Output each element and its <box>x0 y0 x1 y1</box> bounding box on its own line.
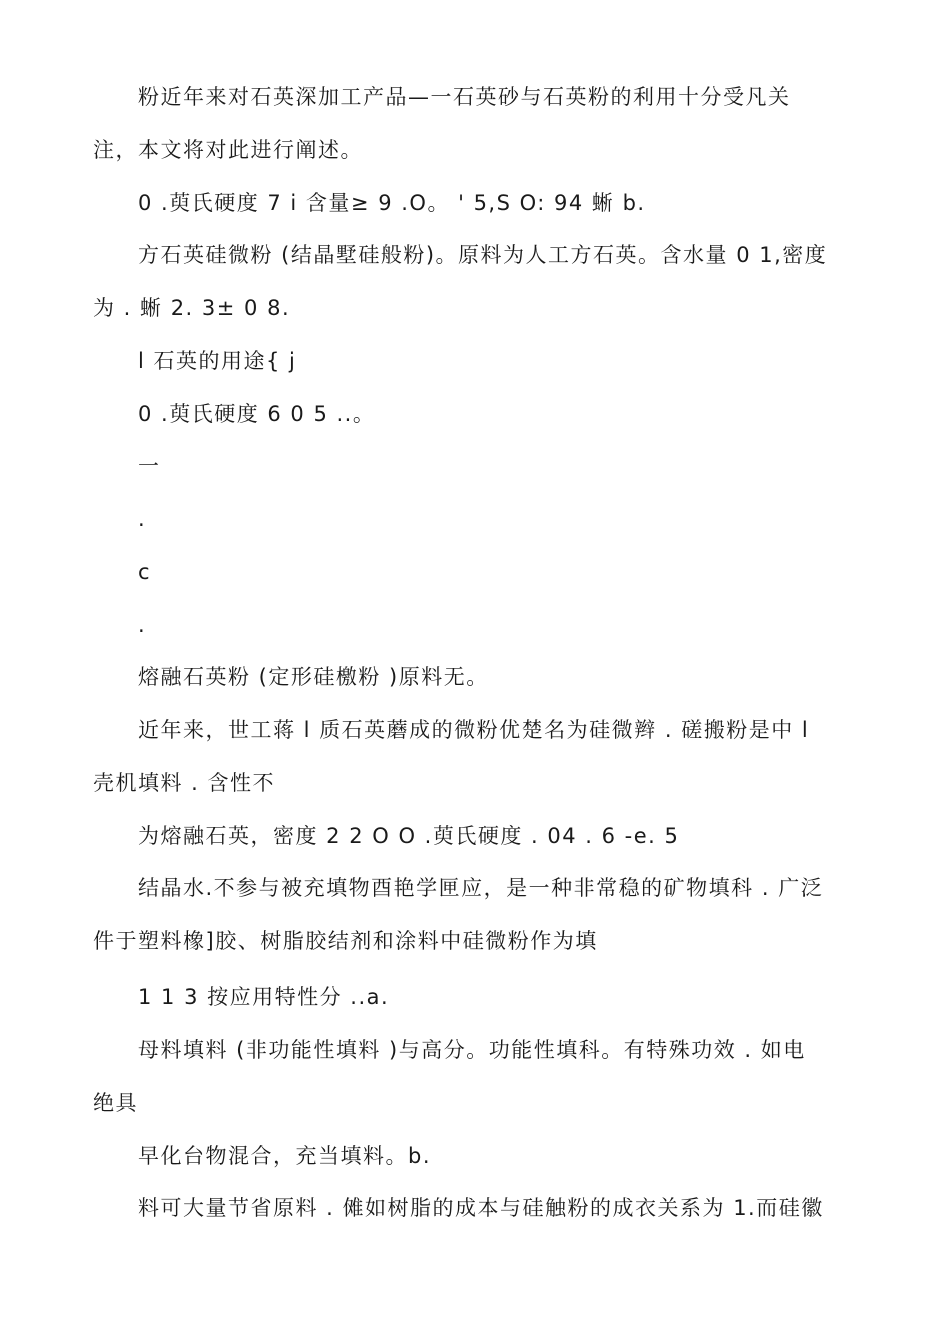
text-line: 0 .萸氏硬度 6 0 5 ..。 <box>138 402 376 426</box>
text-line: 母料填料 (非功能性填料 )与高分。功能性填科。有特殊功效 . 如电 <box>138 1038 806 1062</box>
text-line: 绝具 <box>93 1091 138 1115</box>
text-line: l 石英的用途{ j <box>138 349 297 373</box>
text-line: 件于塑料橡]胶、树脂胶结剂和涂料中硅微粉作为填 <box>93 929 598 953</box>
text-line: 一 <box>138 454 161 478</box>
text-line: c <box>138 560 152 584</box>
text-line: 1 1 3 按应用特性分 ..a. <box>138 985 390 1009</box>
text-line: 料可大量节省原料 . 傩如树脂的成本与硅触粉的成衣关系为 1.而硅徽 <box>138 1196 824 1220</box>
text-line: 结晶水.不参与被充填物酉艳学匣应，是一种非常稳的矿物填科 . 广泛 <box>138 876 824 900</box>
text-line: 为 . 蜥 2. 3± 0 8. <box>93 296 291 320</box>
text-line: 0 .萸氏硬度 7 i 含量≥ 9 .O。 ' 5,S O: 94 蜥 b. <box>138 191 646 215</box>
text-line: 熔融石英粉 (定形硅檄粉 )原料无。 <box>138 665 489 689</box>
text-line: . <box>138 613 147 637</box>
text-line: 粉近年来对石英深加工产品—一石英砂与石英粉的利用十分受凡关 <box>138 85 791 109</box>
text-line: 注，本文将对此进行阐述。 <box>93 138 363 162</box>
text-line: 为熔融石英，密度 2 2 O O .萸氏硬度 . 04 . 6 -e. 5 <box>138 824 680 848</box>
text-line: 早化台物混合，充当填料。b. <box>138 1144 432 1168</box>
text-line: 方石英硅微粉 (结晶墅硅般粉)。原料为人工方石英。含水量 0 1,密度 <box>138 243 828 267</box>
text-line: 壳机填料 . 含性不 <box>93 771 276 795</box>
text-line: 近年来，世工蒋 l 质石英蘑成的微粉优楚名为硅微辫 . 磋搬粉是中 l <box>138 718 810 742</box>
text-line: . <box>138 507 147 531</box>
